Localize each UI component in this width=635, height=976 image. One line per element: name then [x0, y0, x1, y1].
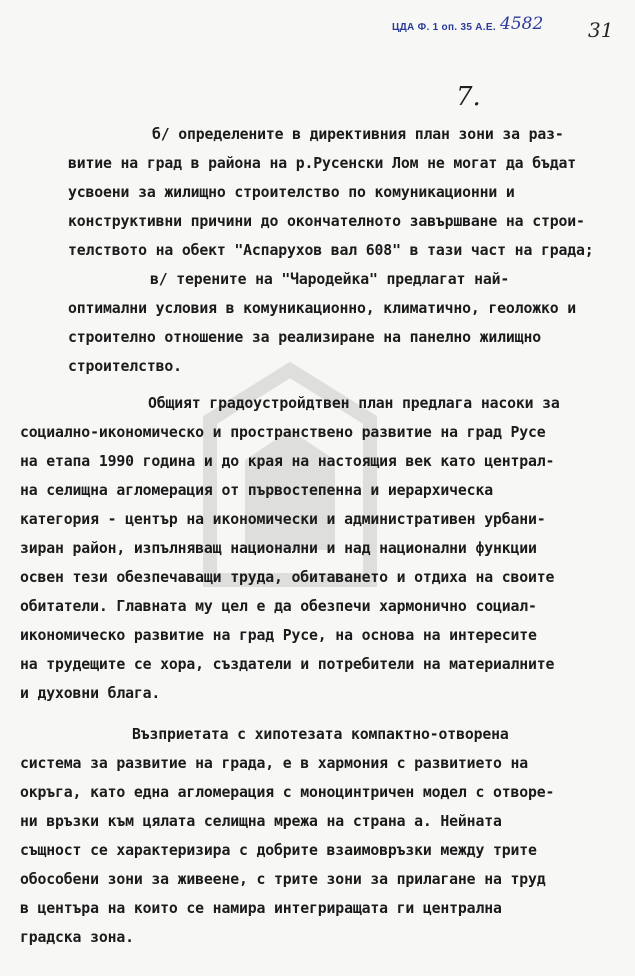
archive-stamp: ЦДА Ф. 1 оп. 35 А.Е.: [392, 22, 496, 33]
text-line: телството на обект "Аспарухов вал 608" в тази част на града;: [68, 242, 594, 259]
text-line: на етапа 1990 година и до края на настоящия век като централ-: [20, 453, 555, 470]
text-line: витие на град в района на р.Русенски Лом не могат да бъдат: [68, 155, 576, 172]
text-line: б/ определените в директивния план зони за раз-: [152, 126, 564, 143]
text-line: икономическо развитие на град Русе, на основа на интересите: [20, 627, 537, 644]
text-line: обитатели. Главната му цел е да обезпечи хармонично социал-: [20, 598, 537, 615]
text-line: зиран район, изпълняващ национални и над национални функции: [20, 540, 537, 557]
archive-unit-number: 4582: [500, 14, 544, 34]
text-line: строителство.: [68, 358, 182, 375]
page-number: 7.: [456, 82, 481, 112]
watermark-seal-icon: [190, 350, 390, 600]
text-line: усвоени за жилищно строителство по комуникационни и: [68, 184, 515, 201]
text-line: оптимални условия в комуникационно, климатично, геоложко и: [68, 300, 576, 317]
text-line: окръга, като една агломерация с моноцинтричен модел с отворе-: [20, 784, 555, 801]
text-line: ни връзки към цялата селищна мрежа на страна а. Нейната: [20, 813, 502, 830]
text-line: конструктивни причини до окончателното завършване на строи-: [68, 213, 585, 230]
text-line: на селищна агломерация от първостепенна и иерархическа: [20, 482, 493, 499]
text-line: социално-икономическо и пространствено развитие на град Русе: [20, 424, 546, 441]
text-line: система за развитие на града, е в хармония с развитието на: [20, 755, 528, 772]
text-line: и духовни блага.: [20, 685, 161, 702]
text-line: Общият градоустройдтвен план предлага насоки за: [148, 395, 560, 412]
text-line: Възприетата с хипотезата компактно-отворена: [132, 726, 509, 743]
sheet-number: 31: [588, 18, 614, 42]
text-line: в/ терените на "Чародейка" предлагат най-: [150, 271, 510, 288]
text-line: същност се характеризира с добрите взаимовръзки между трите: [20, 842, 537, 859]
text-line: градска зона.: [20, 929, 134, 946]
text-line: категория - център на икономически и административен урбани-: [20, 511, 546, 528]
text-line: в центъра на които се намира интегриращата ги централна: [20, 900, 502, 917]
text-line: строително отношение за реализиране на панелно жилищно: [68, 329, 541, 346]
text-line: освен тези обезпечаващи труда, обитаването и отдиха на своите: [20, 569, 555, 586]
text-line: обособени зони за живеене, с трите зони за прилагане на труд: [20, 871, 546, 888]
text-line: на трудещите се хора, създатели и потребители на материалните: [20, 656, 555, 673]
